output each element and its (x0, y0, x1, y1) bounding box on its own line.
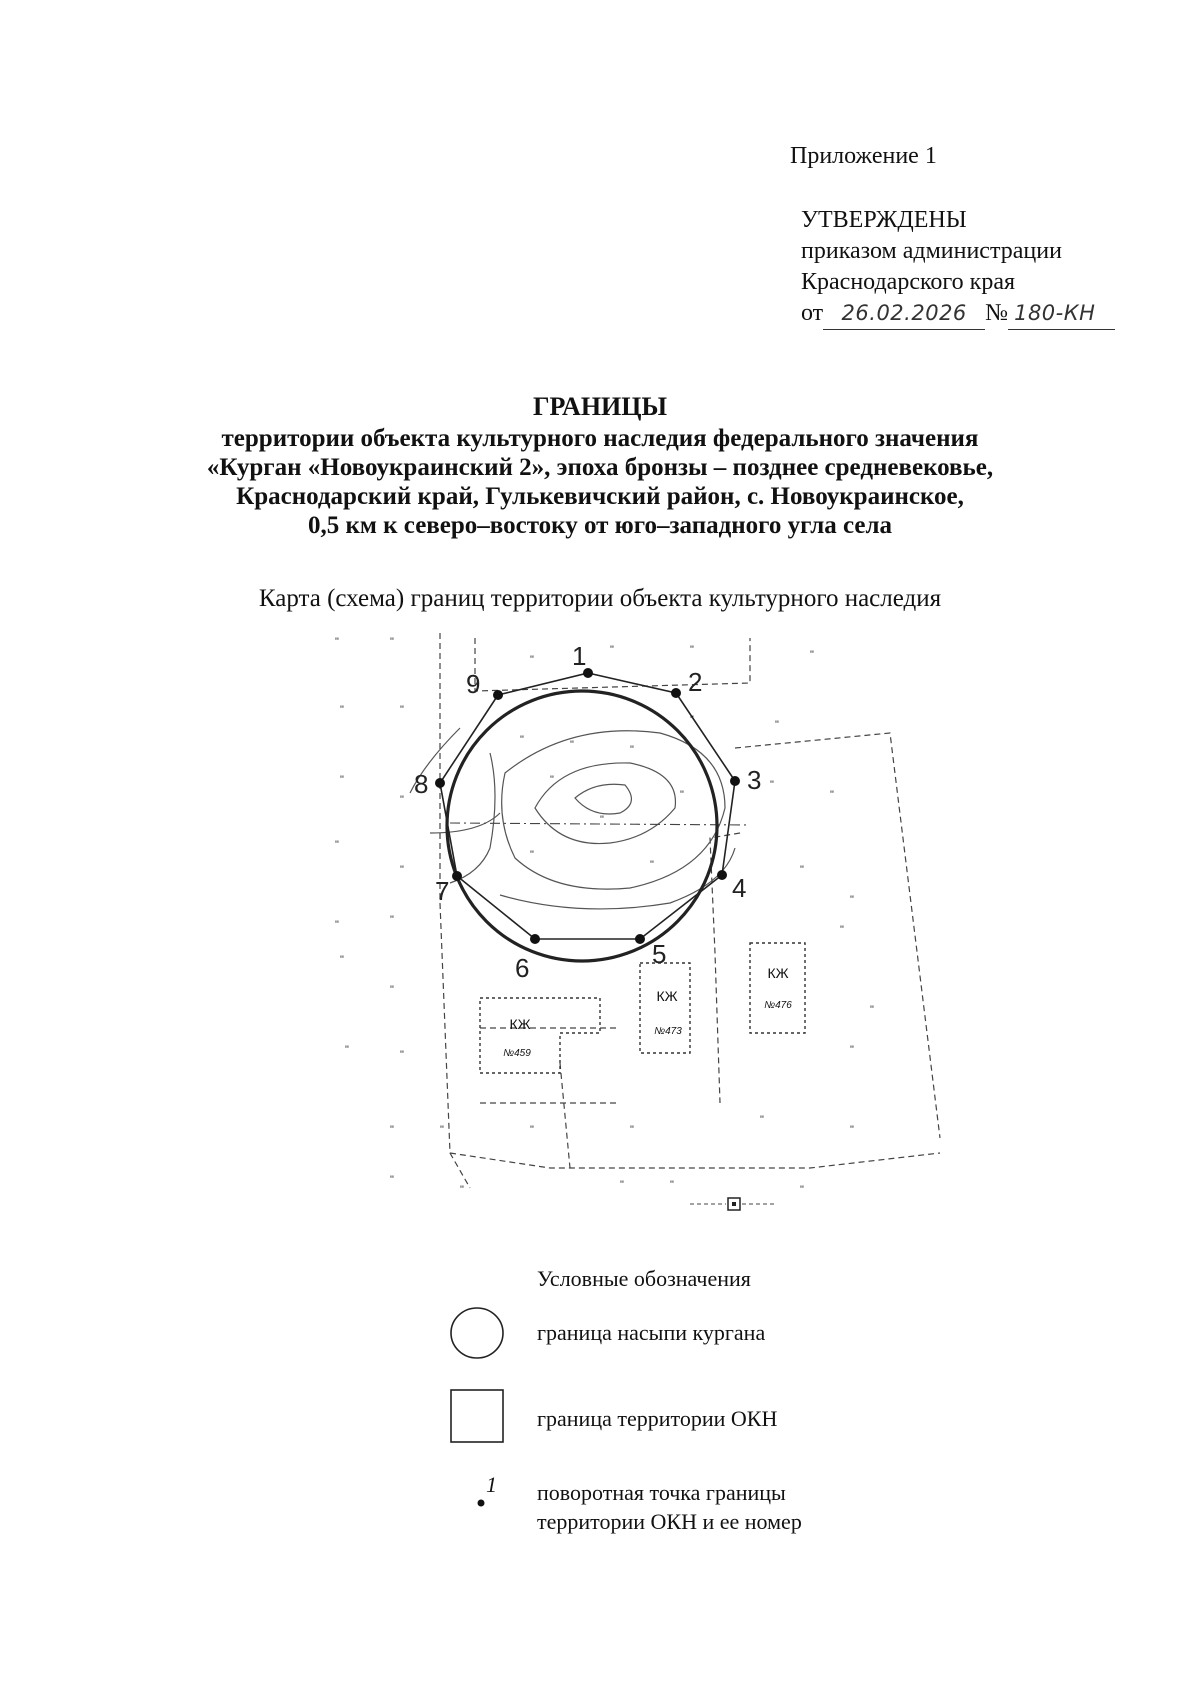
boundary-point-label-7: 7 (435, 876, 450, 906)
building-473-type: КЖ (656, 988, 678, 1004)
building-476-type: КЖ (767, 965, 789, 981)
grass-mark: " (530, 654, 534, 666)
title-line-3: Краснодарский край, Гулькевичский район, с. Новоукраинское, (236, 483, 964, 510)
boundary-point-9 (493, 690, 503, 700)
grass-mark: " (810, 649, 814, 661)
mound-boundary (447, 691, 717, 961)
boundary-point-label-2: 2 (688, 667, 703, 697)
title-main: ГРАНИЦЫ (532, 392, 668, 421)
grass-mark: " (850, 894, 854, 906)
annex-label: Приложение 1 (790, 143, 937, 169)
grass-mark: " (400, 1049, 404, 1061)
grass-mark: " (345, 1044, 349, 1056)
legend-point-label-2: территории ОКН и ее номер (537, 1509, 802, 1534)
grass-mark: " (335, 839, 339, 851)
approval-stamp (801, 205, 1115, 330)
handwritten-number: 180-КН (1008, 298, 1115, 330)
legend-point-label (537, 1478, 802, 1536)
boundary-point-label-3: 3 (747, 765, 762, 795)
boundary-point-label-9: 9 (466, 669, 481, 699)
legend-point-label-1: поворотная точка границы (537, 1480, 786, 1505)
title-line-2: «Курган «Новоукраинский 2», эпоха бронзы – позднее средневековье, (206, 454, 994, 481)
grass-mark: " (690, 644, 694, 656)
legend-territory-icon (451, 1390, 503, 1442)
grass-mark: " (570, 739, 574, 751)
grass-mark: " (520, 734, 524, 746)
title-line-1: территории объекта культурного наследия федерального значения (221, 425, 979, 452)
grass-mark: " (340, 774, 344, 786)
grass-mark: " (390, 1124, 394, 1136)
boundary-point-4 (717, 870, 727, 880)
grass-mark: " (630, 1124, 634, 1136)
boundary-point-5 (635, 934, 645, 944)
grass-mark: " (600, 814, 604, 826)
grass-mark: " (340, 704, 344, 716)
number-sign: № (985, 300, 1009, 326)
grass-mark: " (630, 744, 634, 756)
approval-line-3: Краснодарского края (801, 269, 1016, 295)
approval-line-2: приказом администрации (801, 238, 1062, 264)
grass-mark: " (390, 984, 394, 996)
grass-mark: " (840, 924, 844, 936)
legend-title: Условные обозначения (537, 1266, 751, 1291)
legend-mound-label: граница насыпи кургана (537, 1320, 766, 1345)
title-line-4: 0,5 км к северо–востоку от юго–западного угла села (307, 512, 893, 539)
grass-mark: " (830, 789, 834, 801)
document-title (0, 392, 1200, 540)
grass-mark: " (335, 919, 339, 931)
grass-mark: " (460, 1184, 464, 1196)
benchmark-center-icon (732, 1202, 736, 1206)
boundary-point-7 (452, 871, 462, 881)
grass-mark: " (550, 774, 554, 786)
grass-mark: " (440, 1124, 444, 1136)
boundary-point-label-8: 8 (414, 769, 429, 799)
boundary-point-label-5: 5 (652, 939, 667, 969)
grass-mark: " (800, 864, 804, 876)
grass-mark: " (390, 914, 394, 926)
grass-mark: " (650, 859, 654, 871)
boundary-point-8 (435, 778, 445, 788)
grass-mark: " (680, 789, 684, 801)
grass-mark: " (400, 864, 404, 876)
handwritten-date: 26.02.2026 (823, 298, 985, 330)
grass-mark: " (760, 1114, 764, 1126)
grass-marks (335, 636, 874, 1196)
territory-boundary (440, 673, 735, 939)
legend-point-icon (478, 1500, 485, 1507)
grass-mark: " (530, 1124, 534, 1136)
grass-mark: " (870, 1004, 874, 1016)
approval-line-4 (801, 298, 1115, 330)
legend-territory-label: граница территории ОКН (537, 1406, 778, 1431)
grass-mark: " (530, 849, 534, 861)
grass-mark: " (850, 1044, 854, 1056)
grass-mark: " (400, 794, 404, 806)
grass-mark: " (800, 1184, 804, 1196)
approval-from-prefix: от (801, 300, 824, 326)
grass-mark: " (340, 954, 344, 966)
grass-mark: " (390, 636, 394, 648)
building-476-number: №476 (764, 1000, 792, 1011)
boundary-point-3 (730, 776, 740, 786)
boundary-map (330, 633, 950, 1233)
legend-mound-icon (451, 1308, 503, 1358)
building-473-number: №473 (654, 1026, 682, 1037)
boundary-point-label-4: 4 (732, 873, 747, 903)
grass-mark: " (775, 719, 779, 731)
grass-mark: " (690, 714, 694, 726)
grass-mark: " (670, 1179, 674, 1191)
boundary-point-2 (671, 688, 681, 698)
building-459-type: КЖ (509, 1016, 531, 1032)
boundary-point-6 (530, 934, 540, 944)
map-subtitle: Карта (схема) границ территории объекта культурного наследия (258, 585, 942, 612)
grass-mark: " (850, 1124, 854, 1136)
legend-point-number: 1 (486, 1472, 497, 1497)
grass-mark: " (770, 779, 774, 791)
grass-mark: " (335, 636, 339, 648)
boundary-point-label-1: 1 (572, 641, 587, 671)
grass-mark: " (390, 1174, 394, 1186)
grass-mark: " (620, 1179, 624, 1191)
boundary-point-label-6: 6 (515, 953, 530, 983)
building-459-number: №459 (503, 1048, 531, 1059)
grass-mark: " (400, 704, 404, 716)
approval-line-1: УТВЕРЖДЕНЫ (801, 207, 967, 233)
grass-mark: " (610, 644, 614, 656)
